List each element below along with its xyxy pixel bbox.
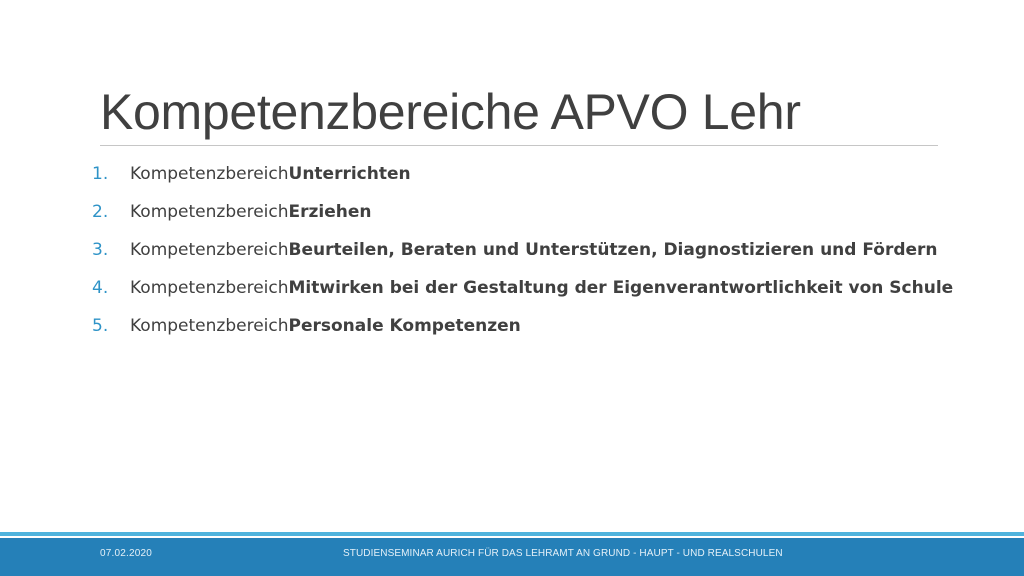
list-item-prefix: Kompetenzbereich [130, 278, 289, 298]
list-item-prefix: Kompetenzbereich [130, 202, 289, 222]
list-item [92, 155, 953, 193]
competency-list [92, 155, 953, 345]
list-item-number: 4. [92, 278, 109, 298]
list-item-number: 1. [92, 164, 109, 184]
slide-title: Kompetenzbereiche APVO Lehr [100, 84, 801, 140]
list-item-emphasis: Beurteilen, Beraten und Unterstützen, Diagnostizieren und Fördern [288, 240, 938, 260]
list-item [92, 231, 953, 269]
list-item-emphasis: Erziehen [288, 202, 372, 222]
list-item-emphasis: Mitwirken bei der Gestaltung der Eigenverantwortlichkeit von Schule [288, 278, 954, 298]
list-item-number: 2. [92, 202, 109, 222]
list-item-number: 3. [92, 240, 109, 260]
list-item [92, 269, 953, 307]
list-item-number: 5. [92, 316, 109, 336]
title-divider [100, 145, 938, 146]
list-item-prefix: Kompetenzbereich [130, 240, 289, 260]
footer-accent-line [0, 532, 1024, 536]
list-item [92, 193, 953, 231]
footer-date: 07.02.2020 [100, 548, 153, 559]
list-item-prefix: Kompetenzbereich [130, 164, 289, 184]
footer-organization: STUDIENSEMINAR AURICH FÜR DAS LEHRAMT AN GRUND - HAUPT - UND REALSCHULEN [343, 548, 783, 559]
list-item-prefix: Kompetenzbereich [130, 316, 289, 336]
list-item [92, 307, 953, 345]
list-item-emphasis: Unterrichten [288, 164, 411, 184]
list-item-emphasis: Personale Kompetenzen [288, 316, 521, 336]
